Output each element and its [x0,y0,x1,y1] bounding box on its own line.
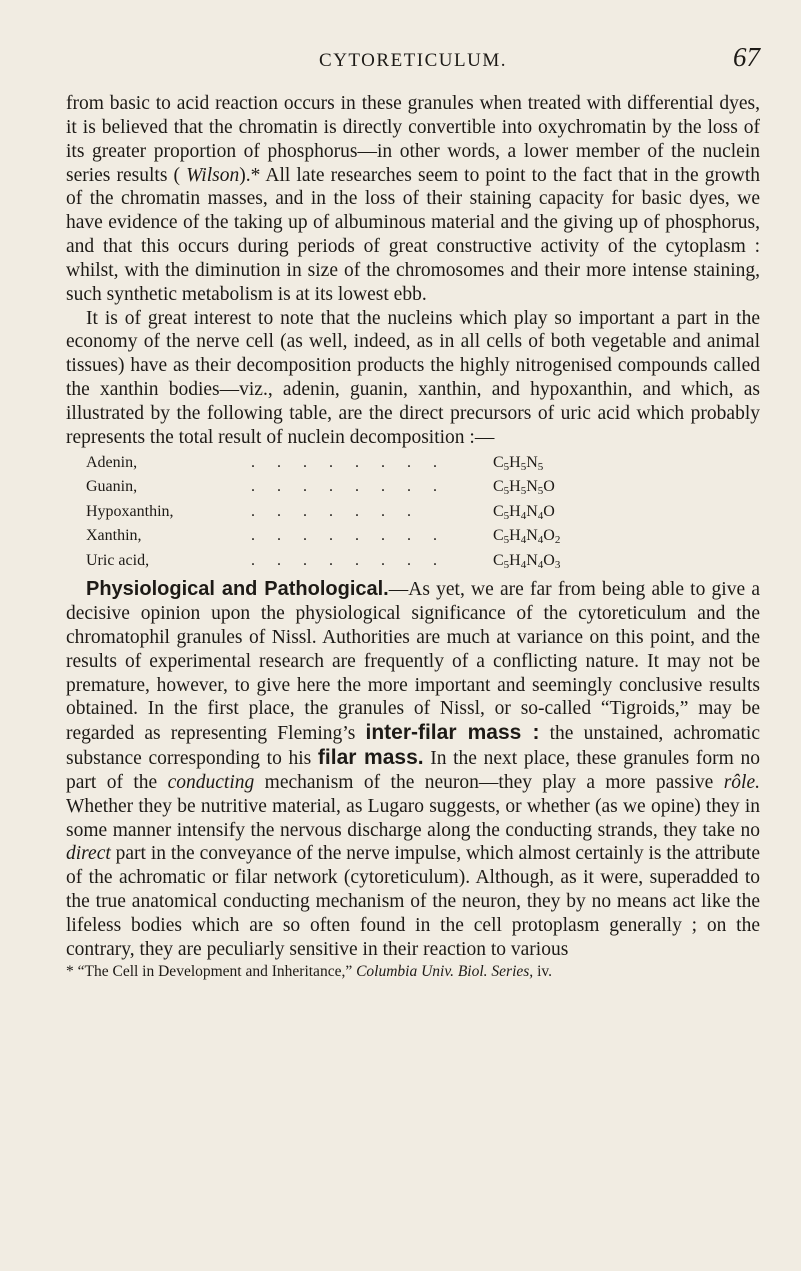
paragraph-2: It is of great interest to note that the nucleins which play so important a part in the economy of the nerve cell (as well, indeed, as in all cells of both vegetable and animal tissues) have as their decomposition products the highly nitrogenised compounds called the xanthin bodies—viz., adenin, guanin, xanthin, and hypoxanthin, and which, as illustrated by the following table, are the direct precursors of uric acid which probably represents the total result of nuclein decomposition :— [66,307,760,448]
compound-formula: $C_5H_5N_5$ [493,453,544,473]
running-title: CYTORETICULUM. [319,50,507,71]
table-row [86,551,646,576]
table-row [86,477,646,502]
xanthin-bodies-table [86,453,646,576]
compound-formula: $C_5H_4N_4O$ [493,502,555,522]
p1-text-b: ).* All late researches seem to point to the fact that in the growth of the chromatin masses, and in the loss of their staining capacity for basic dyes, we have evidence of the taking up of albuminous material and the giving up of phosphorus, and that this occurs during periods of great constructive activity of the cytoplasm : whilst, with the diminution in size of the chromosomes and their more intense staining, such synthetic metabolism is at its lowest ebb. [66,164,760,305]
paragraph-1 [66,92,760,307]
leader-dots: . . . . . . . . [251,527,446,545]
table-row [86,453,646,478]
footnote: * “The Cell in Development and Inheritance,” Columbia Univ. Biol. Series, iv. [66,962,552,980]
page-number: 67 [733,42,760,72]
leader-dots: . . . . . . . . [251,453,446,471]
compound-name: Adenin, [86,453,138,471]
compound-formula: $C_5H_4N_4O_2$ [493,527,561,547]
inter-filar-mass-term: inter-filar mass : [365,721,540,745]
table-row [86,526,646,551]
filar-mass-term: filar mass. [317,746,424,770]
compound-name: Xanthin, [86,527,142,545]
leader-dots: . . . . . . . . [251,478,446,496]
leader-dots: . . . . . . . [251,502,420,520]
page-header [66,40,760,80]
body-text [66,92,760,982]
section-heading: Physiological and Pathological. [86,578,389,601]
p1-citation: Wilson [186,164,240,186]
paragraph-3: Physiological and Pathological.—As yet, we are far from being able to give a decisive opinion upon the physiological significance of the cytoreticulum and the chromatophil granules of Nissl. Authorities are much at variance on this point, and the results of experimental research are frequently of a conflicting nature. It may not be premature, however, to give here the more important and seemingly conclusive results obtained. In the first place, the granules of Nissl, or so-called “Tigroids,” may be regarded as representing Fleming’s inter-filar mass : the unstained, achromatic substance corresponding to his filar mass. In the next place, these granules form no part of the conducting mechanism of the neuron—they play a more passive rôle. Whether they be nutritive material, as Lugaro suggests, or whether (as we opine) they in some manner intensify the nervous discharge along the conducting strands, they take no direct part in the conveyance of the nerve impulse, which almost certainly is the attribute of the achromatic or filar network (cytoreticulum). Although, as it were, superadded to the true anatomical conducting mechanism of the neuron, they by no means act like the lifeless bodies which are so often found in the cell protoplasm generally ; on the contrary, they are peculiarly sensitive in their reaction to various [66,578,761,960]
table-row [86,502,646,527]
leader-dots: . . . . . . . . [251,551,446,569]
p1-text-a: from basic to acid reaction occurs in these granules when treated with differential dyes, it is believed that the chromatin is directly convertible into oxychromatin by the loss of its greater proportion of phosphorus—in other words, a lower member of the nuclein series results ( [66,93,760,186]
compound-formula: $C_5H_5N_5O$ [493,478,555,498]
compound-name: Guanin, [86,478,138,496]
compound-name: Uric acid, [86,551,150,569]
compound-formula: $C_5H_4N_4O_3$ [493,551,561,571]
compound-name: Hypoxanthin, [86,502,174,520]
